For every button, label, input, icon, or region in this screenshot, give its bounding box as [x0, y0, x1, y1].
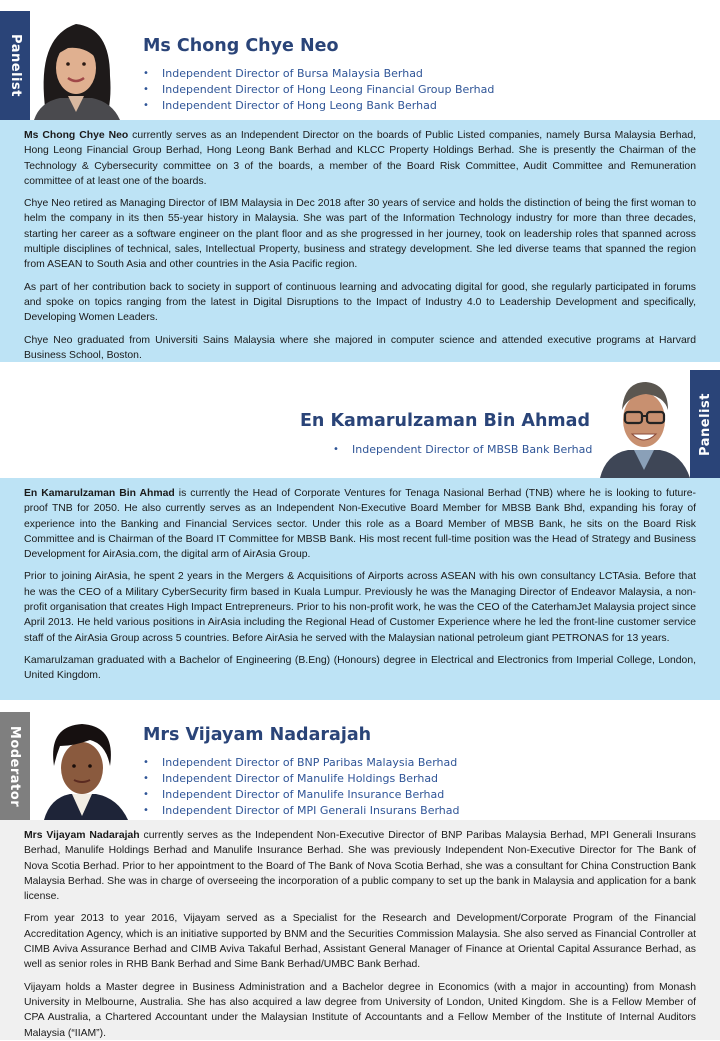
- bio-text: Kamarulzaman graduated with a Bachelor of Engineering (B.Eng) (Honours) degree in Electrical and Electronics from Imperial College, London, United Kingdom.: [24, 654, 696, 682]
- directorship-item: • Independent Director of MBSB Bank Berhad: [333, 442, 592, 458]
- directorship-list: [143, 66, 494, 114]
- bio-paragraph: [24, 653, 696, 684]
- role-label: Panelist: [697, 392, 713, 456]
- portrait-photo: [30, 16, 122, 120]
- bio-paragraph: [24, 196, 696, 272]
- bio-text: is currently the Head of Corporate Ventures for Tenaga Nasional Berhad (TNB) where he is looking to future-proof TNB for 2050. He also currently serves as an Independent Non-Executive Board Member for MBSB Bank Bhd, expanding his foray of experience into the Banking and Financial Services sector. Under this role as a Board Member of MBSB Bank, he sits on the Board Risk Committee and is Chairman of the Board IT Committee for MBSB Bank. His most recent full-time position was the Head of Strategy and Business Development for AirAsia.com, the digital arm of AirAsia Group.: [24, 488, 696, 561]
- directorship-item: • Independent Director of Manulife Holdings Berhad: [143, 771, 460, 787]
- directorship-item: • Independent Director of Bursa Malaysia Berhad: [143, 66, 494, 82]
- bio-text: currently serves as an Independent Director on the boards of Public Listed companies, namely Bursa Malaysia Berhad, Hong Leong Financial Group Berhad, Hong Leong Bank Berhad and KLCC Property Holdings Berhad. She is presently the Chairman of the Technology & Cybersecurity committee on 3 of the boards, a member of the Board Risk Committee, Audit Committee and Remuneration committee of at least one of the boards.: [24, 130, 697, 187]
- bio-paragraph: [24, 486, 696, 562]
- directorship-item: • Independent Director of Hong Leong Financial Group Berhad: [143, 82, 494, 98]
- bio-name-bold: Ms Chong Chye Neo: [24, 130, 129, 141]
- bio-text: Prior to joining AirAsia, he spent 2 years in the Mergers & Acquisitions of Airports across ASEAN with his own consultancy LCTAsia. Before that he was the CEO of a Military CyberSecurity firm based in Kuala Lumpur. Previously he was the Managing Director of Endeavor Malaysia, a non-profit organisation that creates High Impact Entrepreneurs. Prior to his non-profit work, he was the CEO of the CaterhamJet Malaysia project since April 2013. He held various positions in AirAsia including the Regional Head of Customer Experience where he led the front-line customer service staff of the AirAsia Group across 5 countries. Before AirAsia he served with the Malaysian national petroleum giant PETRONAS for 13 years.: [24, 571, 696, 644]
- role-tab-panelist: [690, 370, 720, 478]
- role-label: Panelist: [7, 34, 23, 97]
- bio-name-bold: En Kamarulzaman Bin Ahmad: [24, 488, 175, 499]
- bio-panel: [0, 478, 720, 700]
- bio-paragraph: [24, 911, 696, 972]
- role-tab-panelist: [0, 11, 30, 120]
- bio-paragraph: [24, 128, 696, 189]
- bio-paragraph: [24, 333, 696, 364]
- bio-text: Chye Neo graduated from Universiti Sains Malaysia where she majored in computer science and attended executive programs at Harvard Business School, Boston.: [24, 334, 696, 361]
- person-name: Mrs Vijayam Nadarajah: [143, 725, 372, 745]
- person-name: Ms Chong Chye Neo: [143, 36, 339, 56]
- bio-text: From year 2013 to year 2016, Vijayam served as a Specialist for the Research and Development/Corporate Program of the Financial Accreditation Agency, which is an initiative supported by BNM and the Securities Commission Malaysia. She also served as Financial Controller at CIMB Aviva Assurance Berhad and CIMB Aviva Takaful Berhad, Assistant General Manager of Finance at Oriental Capital Assurance Berhad, as well as senior roles in RHB Bank Berhad and Sime Bank Berhad/UMBC Bank Berhad.: [24, 913, 696, 971]
- directorship-item: • Independent Director of BNP Paribas Malaysia Berhad: [143, 755, 460, 771]
- bio-text: currently serves as the Independent Non-Executive Director of BNP Paribas Malaysia Berhad, MPI Generali Insurans Berhad, Manulife Holdings Berhad and Manulife Insurance Berhad. She was previously Independent Non-Executive Director for The Bank of Nova Scotia Berhad. Prior to her appointment to the Board of The Bank of Nova Scotia Berhad, she was a consultant for China Construction Bank Malaysia Berhad. She was in charge of overseeing the incorporation of a public company to set up the bank in Malaysia and application for a bank license.: [24, 830, 696, 903]
- bio-paragraph: [24, 828, 696, 904]
- bio-panel: [0, 820, 720, 1040]
- role-tab-moderator: [0, 712, 30, 820]
- directorship-list: [143, 755, 460, 819]
- person-name: En Kamarulzaman Bin Ahmad: [299, 411, 590, 431]
- directorship-item: • Independent Director of MPI Generali Insurans Berhad: [143, 803, 460, 819]
- bio-text: Chye Neo retired as Managing Director of IBM Malaysia in Dec 2018 after 30 years of service and holds the distinction of being the first woman to helm the company in its then 55-year history in Malaysia. She was part of the Information Technology industry for more than three decades, starting her career as a software engineer on the plant floor and as she progressed in her journey, took on leadership roles that spanned across multiple disciplines of technical, sales, Intellectual Property, business and strategy development. She led diverse teams that spanned the region from ASEAN to South Asia and other countries in the Asia Pacific region.: [24, 198, 696, 271]
- portrait-photo: [30, 716, 134, 820]
- directorship-list: [333, 442, 592, 458]
- bio-panel: [0, 120, 720, 362]
- portrait-photo: [598, 374, 690, 478]
- role-label: Moderator: [7, 725, 23, 807]
- bio-paragraph: [24, 569, 696, 645]
- bio-paragraph: [24, 980, 696, 1041]
- bio-text: Vijayam holds a Master degree in Business Administration and a Bachelor degree in Economics (with a major in accounting) from Monash University in Melbourne, Australia. She has also acquired a law degree from University of London, United Kingdom. She is a Fellow Member of CPA Australia, a Chartered Accountant under the Malaysian Institute of Accountants and a Fellow Member of the Institute of Internal Auditors Malaysia (“IIAM”).: [24, 981, 696, 1039]
- bio-paragraph: [24, 280, 696, 326]
- bio-name-bold: Mrs Vijayam Nadarajah: [24, 830, 140, 841]
- bio-text: As part of her contribution back to society in support of continuous learning and advocating digital for good, she regularly participated in forums and spoke on topics ranging from the latest in Digital Disruptions to the Impact of Industry 4.0 to Leadership Development and specifically, Developing Women Leaders.: [24, 281, 696, 324]
- directorship-item: • Independent Director of Hong Leong Bank Berhad: [143, 98, 494, 114]
- directorship-item: • Independent Director of Manulife Insurance Berhad: [143, 787, 460, 803]
